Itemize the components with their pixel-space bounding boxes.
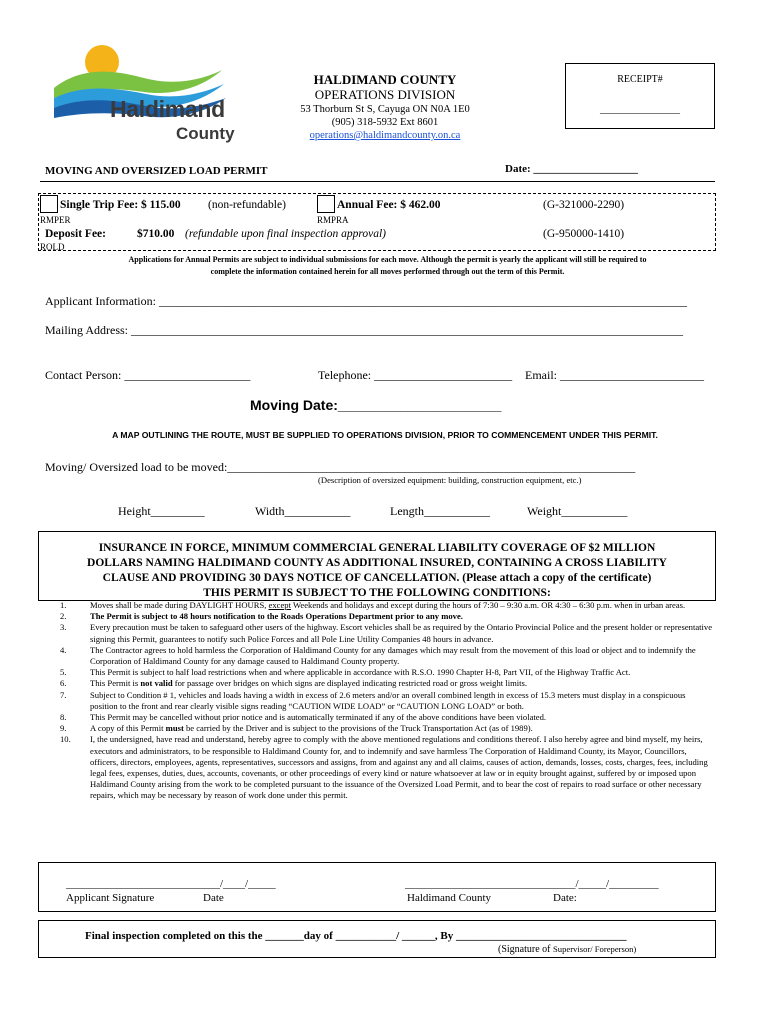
mailing-address-field[interactable]: Mailing Address: ____________________________________________________________________________________________ — [45, 323, 683, 337]
account-code-1: (G-321000-2290) — [543, 199, 625, 211]
conditions-list — [60, 600, 715, 802]
condition-item — [60, 678, 715, 689]
logo-text-county: County — [176, 124, 235, 143]
condition-item — [60, 611, 715, 622]
supervisor-signature-prefix: (Signature of — [498, 944, 553, 955]
account-code-2: (G-950000-1410) — [543, 228, 625, 240]
email-field[interactable]: Email: ________________________ — [525, 368, 704, 382]
applicant-date-label: Date — [203, 892, 224, 904]
title-divider — [40, 181, 715, 182]
condition-item — [60, 723, 715, 734]
supervisor-signature-role: Supervisor/ Foreperson) — [553, 944, 637, 954]
condition-number: 10. — [60, 734, 71, 745]
applicant-information-field[interactable]: Applicant Information: ________________________________________________________________________________________ — [45, 294, 687, 308]
receipt-box — [565, 63, 715, 129]
receipt-number-field[interactable]: ________________ — [600, 104, 680, 115]
org-email-link[interactable]: operations@haldimandcounty.on.ca — [309, 130, 461, 141]
condition-item — [60, 600, 715, 611]
single-trip-fee-label: Single Trip Fee: $ 115.00 — [60, 199, 181, 211]
permit-date-field[interactable]: Date: ___________________ — [505, 163, 638, 175]
condition-number: 2. — [60, 611, 67, 622]
condition-text: This Permit is — [90, 678, 141, 689]
single-trip-note: (non-refundable) — [208, 199, 286, 211]
permit-title: MOVING AND OVERSIZED LOAD PERMIT — [45, 165, 268, 177]
length-field[interactable]: Length___________ — [390, 504, 490, 518]
county-date-label: Date: — [553, 892, 577, 904]
division-name: OPERATIONS DIVISION — [314, 87, 456, 102]
condition-number: 7. — [60, 689, 67, 700]
oversized-load-field[interactable]: Moving/ Oversized load to be moved:____________________________________________________________________ — [45, 460, 636, 474]
insurance-line-1: INSURANCE IN FORCE, MINIMUM COMMERCIAL GENERAL LIABILITY COVERAGE OF $2 MILLION — [98, 542, 656, 554]
rmper-code: RMPER — [40, 215, 71, 225]
condition-text: Weekends and holidays and except during the hours of 7:30 – 9:30 a.m. OR 4:30 – 6:30 p.m. when in urban areas. — [290, 600, 686, 610]
condition-item — [60, 622, 715, 644]
condition-number: 8. — [60, 712, 67, 723]
height-field[interactable]: Height_________ — [118, 504, 205, 518]
condition-text: Moves shall be made during DAYLIGHT HOURS, — [90, 600, 269, 610]
final-inspection-field[interactable]: Final inspection completed on this the _______day of ___________/ ______, By _______________________________ — [85, 930, 627, 942]
org-name: HALDIMAND COUNTY — [313, 72, 457, 87]
rold-code: ROLD — [40, 242, 65, 252]
rmpra-code: RMPRA — [317, 215, 349, 225]
moving-date-field[interactable]: Moving Date:_____________________ — [250, 397, 502, 413]
condition-item — [60, 667, 715, 678]
condition-item — [60, 645, 715, 667]
deposit-fee-note: (refundable upon final inspection approval) — [185, 228, 387, 240]
single-trip-checkbox[interactable] — [40, 195, 58, 213]
route-map-notice: A MAP OUTLINING THE ROUTE, MUST BE SUPPLIED TO OPERATIONS DIVISION, PRIOR TO COMMENCEMENT UNDER THIS PERMIT. — [112, 430, 658, 440]
annual-fee-checkbox[interactable] — [317, 195, 335, 213]
condition-text: This Permit may be cancelled without prior notice and is automatically terminated if any of the above conditions have been violated. — [90, 712, 547, 723]
condition-item — [60, 712, 715, 723]
condition-text: I, the undersigned, have read and understand, hereby agree to comply with the above mentioned regulations and conditions thereof. I also hereby agree and bind myself, my heirs, executors and administrators, to be responsible to Haldimand County for, and to indemnify and save harmless The Corporation of Haldimand County, its Mayor, Councillors, officers, directors, employees, agents, representatives, successors and assigns, from and against any and all claims, causes of action, demands, losses, costs, charges, fees, including legal fees, expenses, duties, dues, accounts, covenants, or other proceedings of every kind or nature whatsoever at law or in equity brought against, suffered by or imposed upon Haldimand County arising from the work to be completed pursuant to the issuance of the Oversized Load Permit, and to bear the cost of repairs to road surface or other necessary repairs, which may be necessary by reason of work done under this permit. — [90, 734, 708, 801]
county-signature-field[interactable]: _______________________________/_____/_________ — [405, 878, 659, 890]
contact-person-field[interactable]: Contact Person: _____________________ — [45, 368, 251, 382]
applicant-signature-label: Applicant Signature — [66, 892, 155, 904]
condition-item — [60, 690, 715, 712]
insurance-line-3: CLAUSE AND PROVIDING 30 DAYS NOTICE OF CANCELLATION. (Please attach a copy of the certificate) — [102, 572, 652, 584]
deposit-fee-amount: $710.00 — [137, 228, 175, 240]
insurance-line-2: DOLLARS NAMING HALDIMAND COUNTY AS ADDITIONAL INSURED, CONTAINING A CROSS LIABILITY — [87, 557, 667, 569]
condition-text: be carried by the Driver and is subject to the provisions of the Truck Transportation Act (as of 1989). — [183, 723, 533, 734]
county-signature-label: Haldimand County — [407, 892, 492, 904]
condition-number: 3. — [60, 622, 67, 633]
width-field[interactable]: Width___________ — [255, 504, 351, 518]
receipt-label: RECEIPT# — [617, 74, 663, 85]
condition-number: 6. — [60, 678, 67, 689]
condition-text: The Contractor agrees to hold harmless the Corporation of Haldimand County for any damages which may result from the movement of this load or object and to indemnify the Corporation of Haldimand County for any damage caused to Haldimand County property. — [90, 644, 696, 667]
condition-text: The Permit is subject to 48 hours notification to the Roads Operations Department prior to any move. — [90, 611, 463, 622]
condition-emphasis: except — [268, 600, 291, 610]
annual-fee-label: Annual Fee: $ 462.00 — [337, 199, 441, 211]
condition-text: Subject to Condition # 1, vehicles and loads having a width in excess of 2.6 meters and/or an overall combined length in excess of 15.3 meters must display in a conspicuous position to the front and rear clearly visible signs reading “CAUTION WIDE LOAD” or “CAUTION LONG LOAD” or both. — [90, 689, 686, 711]
condition-emphasis: not valid — [140, 678, 173, 689]
condition-emphasis: must — [165, 723, 184, 734]
condition-item — [60, 734, 715, 801]
supervisor-signature-label — [498, 944, 636, 955]
condition-number: 4. — [60, 644, 67, 655]
load-description-hint: (Description of oversized equipment: building, construction equipment, etc.) — [318, 475, 582, 485]
condition-text: for passage over bridges on which signs are displayed indicating restricted road or gross weight limits. — [172, 678, 528, 689]
annual-permit-note-2: complete the information contained herein for all moves performed through out the term of this Permit. — [210, 267, 565, 276]
condition-text: Every precaution must be taken to safeguard other users of the highway. Escort vehicles shall be as required by the Ontario Provincial Police and the present holder or representative signing this Permit, guarantees to notify such Police Forces and all Pole Line Utility Companies 48 hours in advance. — [90, 622, 713, 644]
annual-permit-note-1: Applications for Annual Permits are subject to individual submissions for each move. Although the permit is yearly the applicant will still be required to — [128, 255, 647, 264]
conditions-heading: THIS PERMIT IS SUBJECT TO THE FOLLOWING CONDITIONS: — [40, 587, 714, 599]
condition-text: A copy of this Permit — [90, 723, 166, 734]
deposit-fee-label: Deposit Fee: — [45, 228, 106, 240]
telephone-field[interactable]: Telephone: _______________________ — [318, 368, 513, 382]
org-phone: (905) 318-5932 Ext 8601 — [331, 117, 439, 128]
weight-field[interactable]: Weight___________ — [527, 504, 628, 518]
org-address: 53 Thorburn St S, Cayuga ON N0A 1E0 — [300, 104, 470, 115]
condition-number: 5. — [60, 667, 67, 678]
haldimand-logo — [52, 40, 252, 150]
condition-number: 9. — [60, 723, 67, 734]
condition-text: This Permit is subject to half load restrictions when and where applicable in accordance with R.S.O. 1990 Chapter H-8, Part VII, of the Highway Traffic Act. — [90, 667, 631, 678]
condition-number: 1. — [60, 600, 67, 610]
logo-text-haldimand: Haldimand — [110, 96, 225, 122]
applicant-signature-field[interactable]: ____________________________/____/_____ — [66, 878, 276, 890]
